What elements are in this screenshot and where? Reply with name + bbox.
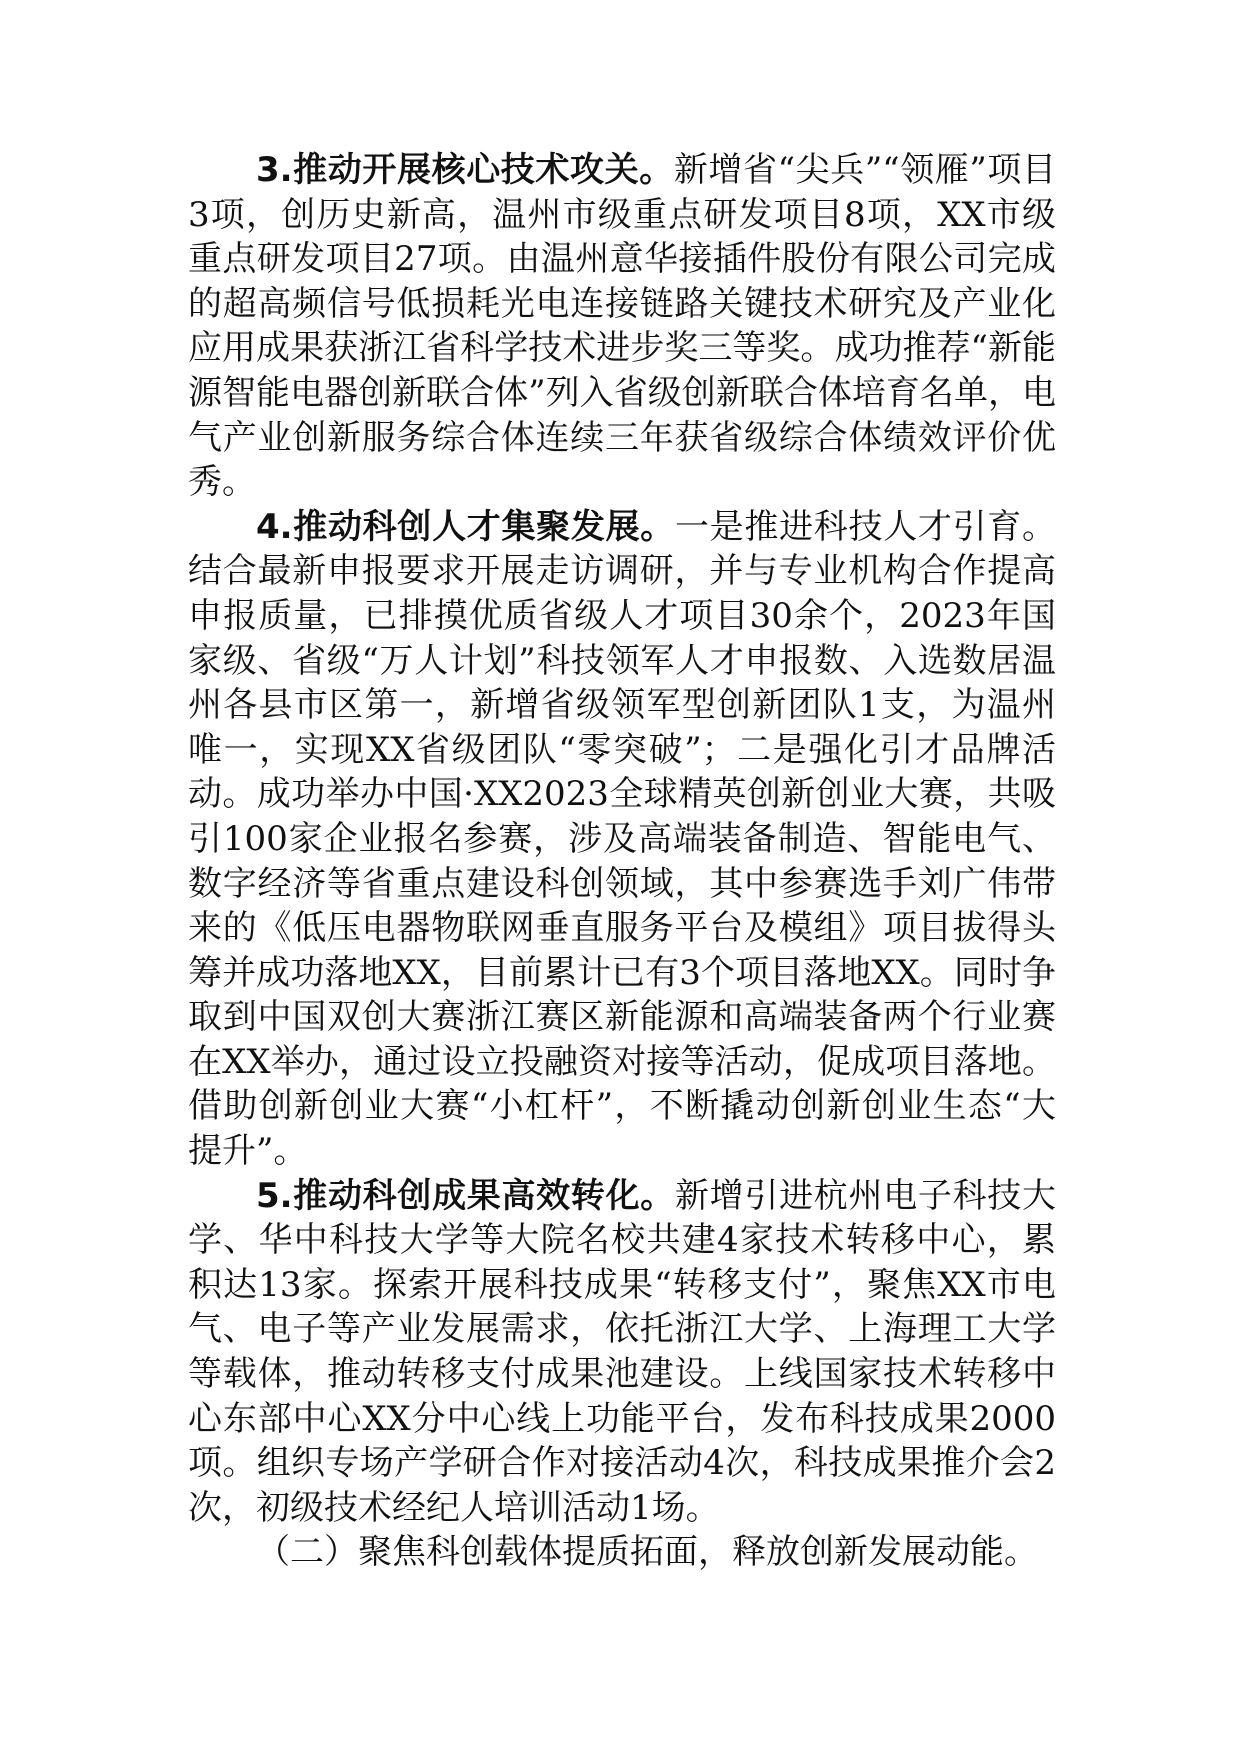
- document-body: [188, 148, 1056, 1575]
- paragraph-text: 一是推进科技人才引育。结合最新申报要求开展走访调研，并与专业机构合作提高申报质量，已排摸优质省级人才项目30余个，2023年国家级、省级“万人计划”科技领军人才申报数、入选数居温州各县市区第一，新增省级领军型创新团队1支，为温州唯一，实现XX省级团队“零突破”；二是强化引才品牌活动。成功举办中国·XX2023全球精英创新创业大赛，共吸引100家企业报名参赛，涉及高端装备制造、智能电气、数字经济等省重点建设科创领域，其中参赛选手刘广伟带来的《低压电器物联网垂直服务平台及模组》项目拔得头筹并成功落地XX，目前累计已有3个项目落地XX。同时争取到中国双创大赛浙江赛区新能源和高端装备两个行业赛在XX举办，通过设立投融资对接等活动，促成项目落地。借助创新创业大赛“小杠杆”，不断撬动创新创业生态“大提升”。: [188, 506, 1056, 1172]
- paragraph-heading: 3.推动开展核心技术攻关。: [256, 150, 674, 190]
- paragraph-text: 新增省“尖兵”“领雁”项目3项，创历史新高，温州市级重点研发项目8项，XX市级重点研发项目27项。由温州意华接插件股份有限公司完成的超高频信号低损耗光电连接链路关键技术研究及产业化应用成果获浙江省科学技术进步奖三等奖。成功推荐“新能源智能电器创新联合体”列入省级创新联合体培育名单，电气产业创新服务综合体连续三年获省级综合体绩效评价优秀。: [188, 150, 1056, 503]
- paragraph-transfer: [188, 1174, 1056, 1531]
- paragraph-heading: 5.推动科创成果高效转化。: [256, 1175, 675, 1216]
- paragraph-talent: [188, 505, 1056, 1174]
- section-heading: （二）聚焦科创载体提质拓面，释放创新发展动能。: [256, 1532, 1038, 1573]
- paragraph-heading: 4.推动科创人才集聚发展。: [256, 506, 675, 547]
- paragraph-core-technology: [188, 148, 1056, 505]
- paragraph-text: 新增引进杭州电子科技大学、华中科技大学等大院名校共建4家技术转移中心，累积达13家。探索开展科技成果“转移支付”，聚焦XX市电气、电子等产业发展需求，依托浙江大学、上海理工大学等载体，推动转移支付成果池建设。上线国家技术转移中心东部中心XX分中心线上功能平台，发布科技成果2000项。组织专场产学研合作对接活动4次，科技成果推介会2次，初级技术经纪人培训活动1场。: [188, 1175, 1056, 1528]
